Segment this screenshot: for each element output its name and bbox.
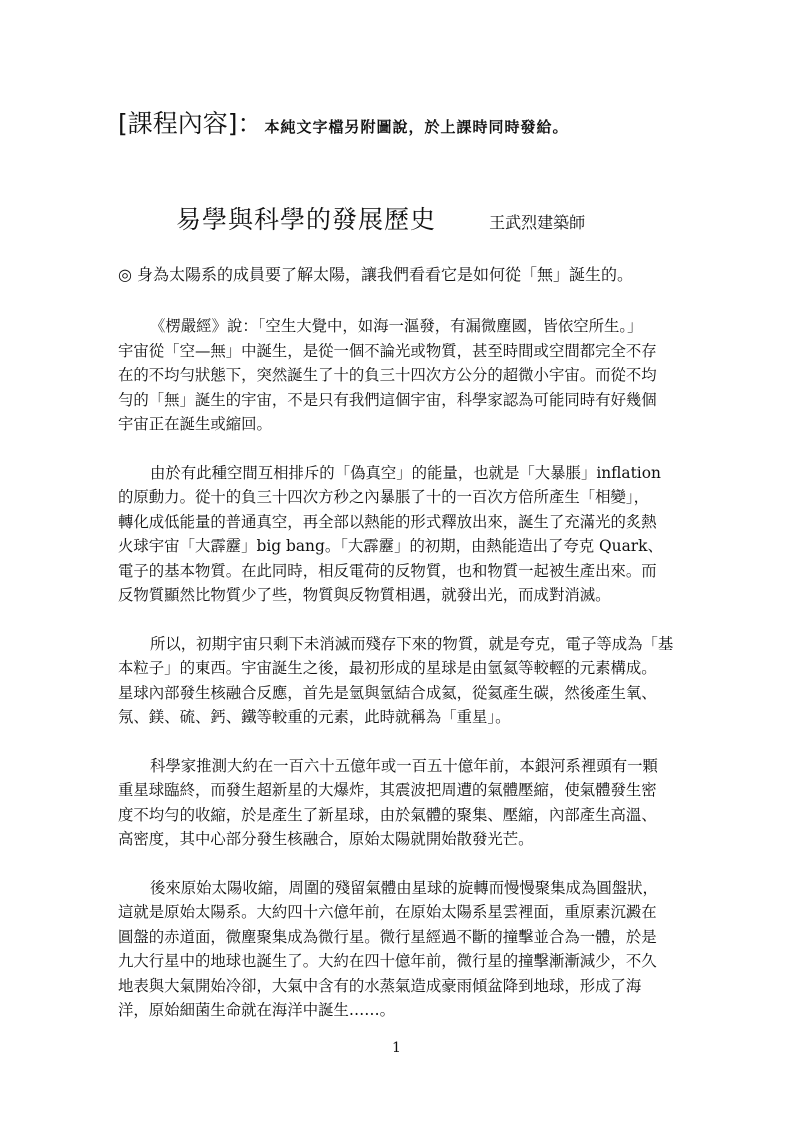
paragraph-line: 《楞嚴經》說：「空生大覺中，如海一漚發，有漏微塵國，皆依空所生。」 xyxy=(150,317,643,335)
paragraph-line: 轉化成低能量的普通真空，再全部以熱能的形式釋放出來，誕生了充滿光的炙熱 xyxy=(118,512,657,531)
paragraph xyxy=(118,876,674,1023)
paragraph-line: 這就是原始太陽系。大約四十六億年前，在原始太陽系星雲裡面，重原素沉澱在 xyxy=(118,903,657,921)
paragraph-line: 在的不均勻狀態下，突然誕生了十的負三十四次方公分的超微小宇宙。而從不均 xyxy=(118,366,657,384)
paragraph xyxy=(118,461,674,608)
page-number: 1 xyxy=(392,1040,401,1056)
paragraph-line: 圓盤的赤道面，微塵聚集成為微行星。微行星經過不斷的撞擊並合為一體，於是 xyxy=(118,927,657,946)
paragraph-line: 九大行星中的地球也誕生了。大約在四十億年前，微行星的撞擊漸漸減少，不久 xyxy=(118,952,657,970)
paragraph-line: 本粒子」的東西。宇宙誕生之後，最初形成的星球是由氫氦等較輕的元素構成。 xyxy=(118,659,657,677)
paragraph-line: 地表與大氣開始冷卻，大氣中含有的水蒸氣造成豪雨傾盆降到地球，形成了海 xyxy=(118,976,642,995)
paragraph-line: 高密度，其中心部分發生核融合，原始太陽就開始散發光芒。 xyxy=(118,830,534,848)
paragraph-line: 反物質顯然比物質少了些，物質與反物質相遇，就發出光，而成對消滅。 xyxy=(118,586,611,604)
paragraph-line: 宇宙從「空—無」中誕生，是從一個不論光或物質，甚至時間或空間都完全不存 xyxy=(118,341,657,360)
course-content-label: [課程內容]： xyxy=(118,109,263,138)
paragraph-line: 洋，原始細菌生命就在海洋中誕生……。 xyxy=(118,1001,396,1019)
document-author: 王武烈建築師 xyxy=(489,213,586,232)
paragraph-line: 火球宇宙「大霹靂」big bang。「大霹靂」的初期，由熱能造出了夸克 Quark、 xyxy=(118,537,663,555)
paragraph-line: 後來原始太陽收縮，周圍的殘留氣體由星球的旋轉而慢慢聚集成為圓盤狀， xyxy=(150,878,658,897)
paragraph-line: 所以，初期宇宙只剩下未消滅而殘存下來的物質，就是夸克，電子等成為「基 xyxy=(150,634,674,653)
course-content-header xyxy=(118,104,569,140)
document-title: 易學與科學的發展歷史 xyxy=(176,205,437,234)
title-row xyxy=(176,200,585,236)
paragraph-line: 科學家推測大約在一百六十五億年或一百五十億年前，本銀河系裡頭有一顆 xyxy=(150,756,658,775)
body-text xyxy=(118,314,674,1047)
paragraph-line: 的原動力。從十的負三十四次方秒之內暴脹了十的一百次方倍所產生「相變」， xyxy=(118,488,649,506)
intro-line: ◎ 身為太陽系的成員要了解太陽，讓我們看看它是如何從「無」誕生的。 xyxy=(118,265,634,284)
paragraph-line: 重星球臨終，而發生超新星的大爆炸，其震波把周遭的氣體壓縮，使氣體發生密 xyxy=(118,781,657,799)
handout-note: 本純文字檔另附圖說，於上課時同時發給。 xyxy=(264,118,569,136)
paragraph-line: 氖、鎂、硫、鈣、鐵等較重的元素，此時就稱為「重星」。 xyxy=(118,708,511,726)
paragraph xyxy=(118,314,674,437)
paragraph-line: 勻的「無」誕生的宇宙，不是只有我們這個宇宙，科學家認為可能同時有好幾個 xyxy=(118,390,657,409)
paragraph-line: 宇宙正在誕生或縮回。 xyxy=(118,415,272,433)
paragraph-line: 電子的基本物質。在此同時，相反電荷的反物質，也和物質一起被生產出來。而 xyxy=(118,561,657,580)
paragraph-line: 度不均勻的收縮，於是產生了新星球，由於氣體的聚集、壓縮，內部產生高溫、 xyxy=(118,805,657,824)
paragraph xyxy=(118,632,674,730)
paragraph-line: 星球內部發生核融合反應，首先是氫與氫結合成氦，從氦產生碳，然後產生氧、 xyxy=(118,683,657,702)
paragraph-line: 由於有此種空間互相排斥的「偽真空」的能量，也就是「大暴脹」inflation xyxy=(150,463,661,482)
paragraph xyxy=(118,754,674,852)
